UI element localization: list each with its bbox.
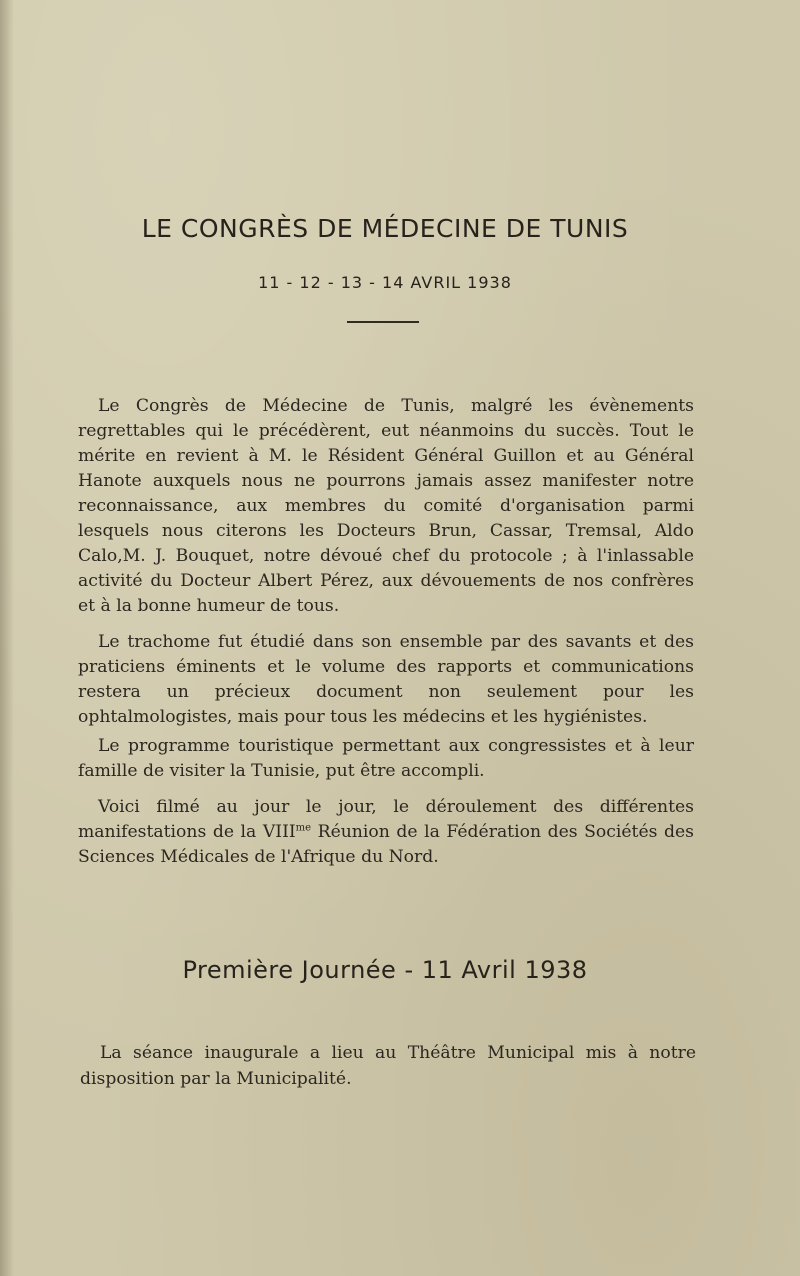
paragraph-2: Le trachome fut étudié dans son ensemble par des savants et des praticiens éminents et le volume des rapports et communications restera un précieux document non seulement pour les ophtalmologistes, mais pour tous les médecins et les hygiénistes.: [78, 632, 694, 727]
paragraph-4-part-2: Réunion de la Fédération des Sociétés des Sciences Médicales de l'Afrique du Nord.: [78, 822, 694, 867]
section-paragraph: La séance inaugurale a lieu au Théâtre Municipal mis à notre disposition par la Municipalité.: [80, 1043, 696, 1089]
ordinal-superscript: me: [295, 822, 312, 834]
section-heading: Première Journée - 11 Avril 1938: [182, 956, 588, 984]
paragraph-4-part-1: Voici filmé au jour le jour, le déroulement des différentes manifestations de la VIII: [78, 797, 694, 842]
page-edge-shadow: [0, 0, 14, 1276]
document-title: LE CONGRÈS DE MÉDECINE DE TUNIS: [141, 214, 629, 243]
section-body: [80, 1040, 696, 1092]
title-divider: [347, 321, 419, 323]
paragraph-4: [78, 795, 694, 870]
body-text: [78, 394, 694, 870]
paragraph-1: Le Congrès de Médecine de Tunis, malgré les évènements regrettables qui le précédèrent, eut néanmoins du succès. Tout le mérite en revient à M. le Résident Général Guillon et au Général Hanote auxquels nous ne pourrons jamais assez manifester notre reconnaissance, aux membres du comité d'organisation parmi lesquels nous citerons les Docteurs Brun, Cassar, Tremsal, Aldo Calo,M. J. Bouquet, notre dévoué chef du protocole ; à l'inlassable activité du Docteur Albert Pérez, aux dévouements de nos confrères et à la bonne humeur de tous.: [78, 396, 694, 616]
date-line: 11 - 12 - 13 - 14 AVRIL 1938: [258, 273, 512, 292]
paragraph-3: Le programme touristique permettant aux congressistes et à leur famille de visiter la Tunisie, put être accompli.: [78, 736, 694, 781]
